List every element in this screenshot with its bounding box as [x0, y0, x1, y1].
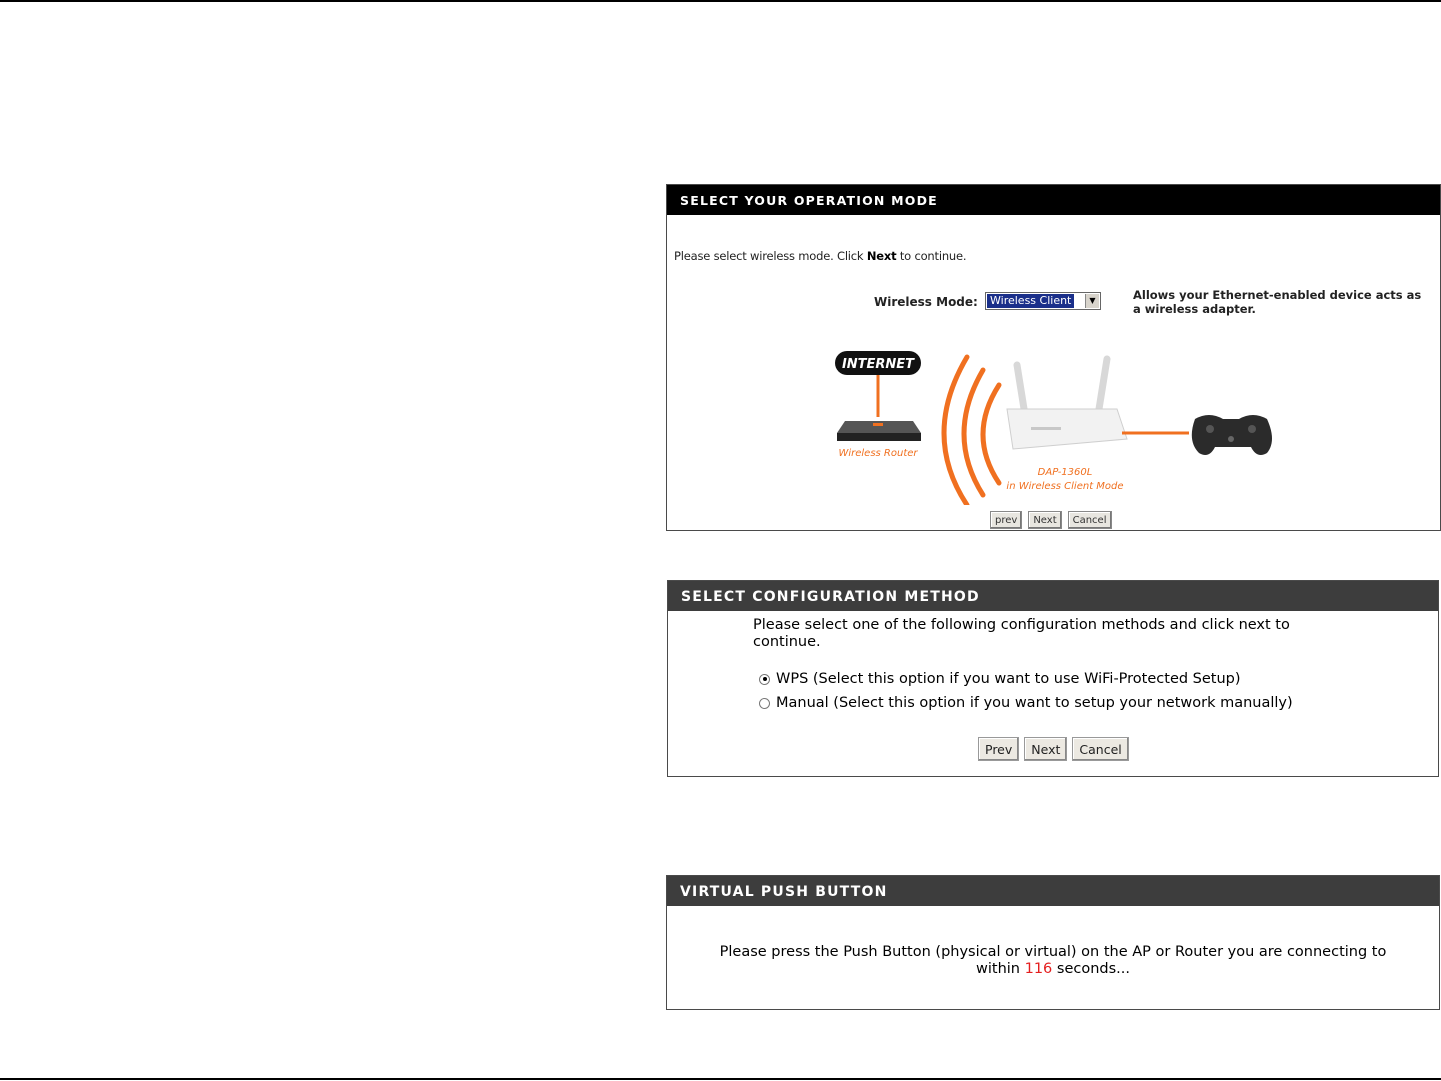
wps-option-label: WPS (Select this option if you want to use WiFi-Protected Setup) — [776, 671, 1241, 687]
internet-label: INTERNET — [841, 357, 915, 372]
config-method-panel — [667, 580, 1439, 777]
config-method-title: SELECT CONFIGURATION METHOD — [668, 581, 1438, 611]
wireless-mode-select[interactable] — [985, 292, 1101, 310]
wps-option[interactable] — [759, 671, 1241, 687]
next-button[interactable]: Next — [1024, 737, 1067, 761]
virtual-push-title: VIRTUAL PUSH BUTTON — [667, 876, 1439, 906]
next-button[interactable]: Next — [1028, 511, 1061, 529]
bottom-rule — [0, 1078, 1441, 1080]
gamepad-icon — [1192, 415, 1272, 455]
manual-option[interactable] — [759, 695, 1293, 711]
operation-mode-panel — [666, 184, 1441, 531]
router-icon — [837, 421, 921, 441]
top-rule — [0, 0, 1441, 2]
config-method-instruction: Please select one of the following configuration methods and click next to continue. — [753, 617, 1290, 650]
push-message-line: Please press the Push Button (physical or virtual) on the AP or Router you are connecting to — [719, 944, 1387, 960]
device-label-mode: in Wireless Client Mode — [1006, 481, 1124, 492]
wifi-signal-icon — [944, 357, 999, 505]
wps-radio[interactable] — [759, 674, 770, 685]
countdown-value: 116 — [1024, 961, 1053, 977]
cancel-button[interactable]: Cancel — [1072, 737, 1128, 761]
push-instruction — [667, 944, 1439, 978]
access-point-icon — [1007, 359, 1127, 449]
operation-mode-buttons — [990, 511, 1112, 529]
config-method-buttons — [978, 737, 1129, 761]
prev-button[interactable]: prev — [990, 511, 1022, 529]
operation-mode-title: SELECT YOUR OPERATION MODE — [667, 185, 1440, 215]
network-diagram — [817, 345, 1287, 505]
internet-icon — [835, 351, 921, 375]
cancel-button[interactable]: Cancel — [1068, 511, 1112, 529]
wireless-mode-description: Allows your Ethernet-enabled device acts as a wireless adapter. — [1133, 288, 1422, 316]
wireless-mode-label: Wireless Mode: — [874, 295, 978, 309]
prev-button[interactable]: Prev — [978, 737, 1019, 761]
manual-radio[interactable] — [759, 698, 770, 709]
wireless-router-label: Wireless Router — [838, 448, 918, 459]
device-label-model: DAP-1360L — [1037, 467, 1093, 478]
operation-mode-instruction: Please select wireless mode. Click Next to continue. — [674, 249, 967, 263]
virtual-push-panel — [666, 875, 1440, 1010]
wireless-mode-value: Wireless Client — [987, 294, 1074, 308]
manual-option-label: Manual (Select this option if you want to setup your network manually) — [776, 695, 1293, 711]
chevron-down-icon[interactable]: ▼ — [1085, 294, 1099, 308]
push-countdown-line: within 116 seconds... — [976, 961, 1130, 977]
